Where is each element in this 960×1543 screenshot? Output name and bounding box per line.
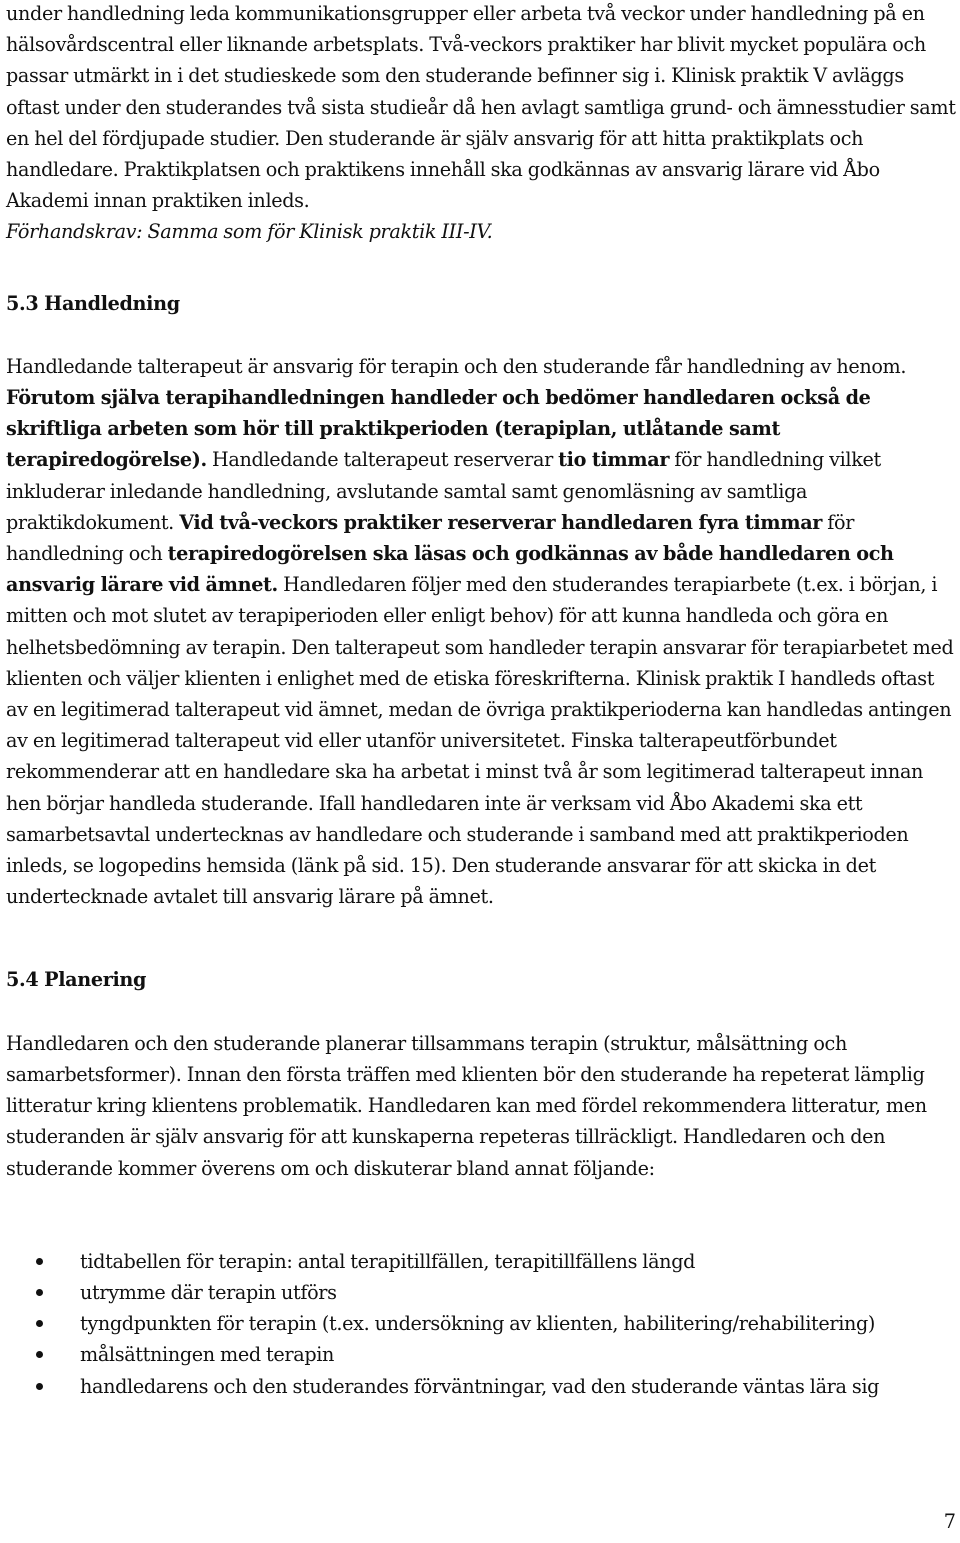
bullet-icon bbox=[36, 1383, 43, 1390]
text-run: Handledaren följer med den studerandes terapiarbete (t.ex. i början, i mitten och mot slutet av terapiperioden eller enligt behov) för att kunna handleda och göra en helhetsbedömning av terapin. Den talterapeut som handleder terapin ansvarar för terapiarbetet med klienten och väljer klienten i enlighet med de etiska föreskrifterna. Klinisk praktik I handleds oftast av en legitimerad talterapeut vid ämnet, medan de övriga praktikperioderna kan handledas antingen av en legitimerad talterapeut vid eller utanför universitetet. Finska talterapeutförbundet rekommenderar att en handledare ska ha arbetat i minst två år som legitimerad talterapeut innan hen börjar handleda studerande. Ifall handledaren inte är verksam vid Åbo Akademi ska ett samarbetsavtal undertecknas av handledare och studerande i samband med att praktikperioden inleds, se logopedins hemsida (länk på sid. 15). Den studerande ansvarar för att skicka in det undertecknade avtalet till ansvarig lärare på ämnet. bbox=[6, 573, 954, 909]
page-number: 7 bbox=[943, 1510, 956, 1533]
bold-run: tio timmar bbox=[558, 448, 670, 472]
bullet-icon bbox=[36, 1320, 43, 1327]
planering-list bbox=[6, 1246, 956, 1402]
list-item-text: målsättningen med terapin bbox=[80, 1343, 335, 1367]
text-run: för handledning vilket inkluderar inledande handledning, avslutande samtal samt genomläsning av samtliga praktikdokument. bbox=[6, 448, 881, 534]
list-item bbox=[6, 1308, 956, 1339]
section-heading-5-4: 5.4 Planering bbox=[6, 968, 147, 992]
section-heading-5-3: 5.3 Handledning bbox=[6, 291, 180, 315]
list-item bbox=[6, 1339, 956, 1370]
planering-paragraph: Handledaren och den studerande planerar tillsammans terapin (struktur, målsättning och samarbetsformer). Innan den första träffen med klienten bör den studerande ha repeterat lämplig litteratur kring klientens problematik. Handledaren kan med fördel rekommendera litteratur, men studeranden är själv ansvarig för att kunskaperna repeteras tillräckligt. Handledaren och den studerande kommer överens om och diskuterar bland annat följande: bbox=[6, 1031, 927, 1180]
bold-run: Förutom själva terapihandledningen handleder och bedömer handledaren också de skriftliga arbeten som hör till praktikperioden (terapiplan, utlåtande samt terapiredogörelse). bbox=[6, 386, 871, 472]
intro-paragraph bbox=[6, 0, 956, 248]
intro-text: under handledning leda kommunikationsgrupper eller arbeta två veckor under handledning på en hälsovårdscentral eller liknande arbetsplats. Två-veckors praktiker har blivit mycket populära och passar utmärkt in i det studieskede som den studerande befinner sig i. Klinisk praktik V avläggs oftast under den studerandes två sista studieår då hen avlagt samtliga grund- och ämnesstudier samt en hel del fördjupade studier. Den studerande är själv ansvarig för att hitta praktikplats och handledare. Praktikplatsen och praktikens innehåll ska godkännas av ansvarig lärare vid Åbo Akademi innan praktiken inleds. bbox=[6, 2, 956, 213]
list-item-text: tyngdpunkten för terapin (t.ex. undersökning av klienten, habilitering/rehabilitering) bbox=[80, 1312, 876, 1336]
prerequisite-text: Förhandskrav: Samma som för Klinisk praktik III-IV. bbox=[6, 220, 493, 244]
bold-run: terapiredogörelsen ska läsas och godkännas av både handledaren och ansvarig lärare vid ämnet. bbox=[6, 542, 894, 597]
text-run: för handledning och bbox=[6, 510, 855, 566]
list-item bbox=[6, 1371, 956, 1402]
list-item-text: handledarens och den studerandes förväntningar, vad den studerande väntas lära sig bbox=[80, 1374, 880, 1398]
bold-run: Vid två-veckors praktiker reserverar handledaren fyra timmar bbox=[179, 510, 823, 534]
list-item bbox=[6, 1246, 956, 1277]
text-run: Handledande talterapeut är ansvarig för terapin och den studerande får handledning av henom. bbox=[6, 354, 907, 378]
list-item-text: tidtabellen för terapin: antal terapitillfällen, terapitillfällens längd bbox=[80, 1249, 696, 1273]
list-item bbox=[6, 1277, 956, 1308]
bullet-icon bbox=[36, 1258, 43, 1265]
handledning-paragraph bbox=[6, 351, 956, 913]
list-item-text: utrymme där terapin utförs bbox=[80, 1280, 337, 1304]
text-run: Handledande talterapeut reserverar bbox=[206, 448, 559, 472]
bullet-icon bbox=[36, 1289, 43, 1296]
document-page bbox=[6, 0, 956, 1402]
bullet-icon bbox=[36, 1351, 43, 1358]
